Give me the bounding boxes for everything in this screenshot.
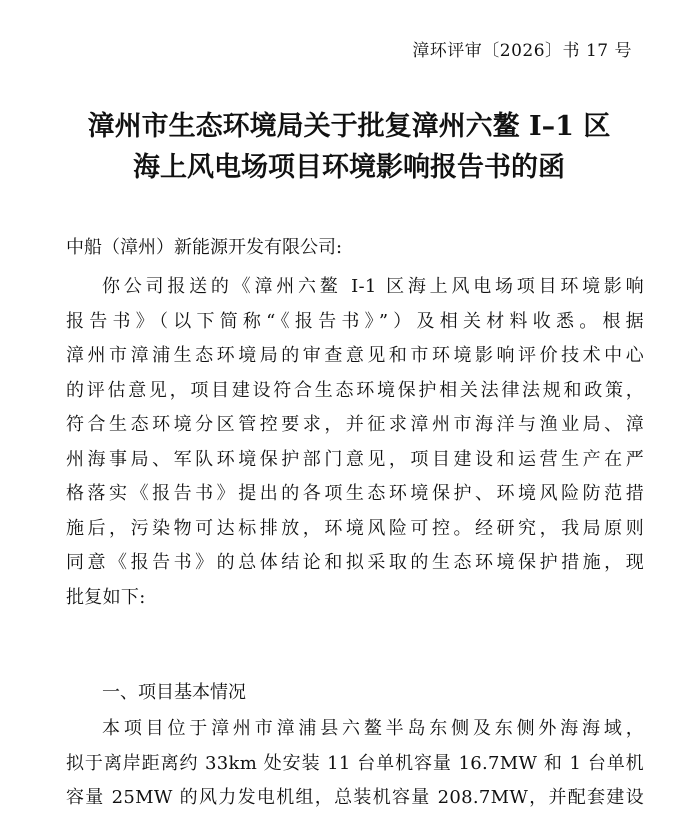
document-title — [40, 106, 658, 188]
section-heading-1: 一、项目基本情况 — [102, 682, 246, 703]
paragraph-1-line: 报告书》（以下简称“《报告书》”）及相关材料收悉。根据 — [66, 310, 644, 332]
salutation: 中船（漳州）新能源开发有限公司: — [66, 237, 343, 258]
paragraph-2-line: 容量 25MW 的风力发电机组，总装机容量 208.7MW，并配套建设 — [66, 787, 644, 808]
paragraph-1-line: 的评估意见，项目建设符合生态环境保护相关法律法规和政策， — [66, 379, 644, 401]
paragraph-1 — [66, 270, 644, 615]
paragraph-1-line: 批复如下: — [66, 586, 146, 608]
document-number: 漳环评审〔2026〕书 17 号 — [412, 41, 632, 61]
paragraph-1-line: 格落实《报告书》提出的各项生态环境保护、环境风险防范措 — [66, 483, 644, 504]
paragraph-1-line: 符合生态环境分区管控要求，并征求漳州市海洋与渔业局、漳 — [66, 414, 644, 435]
paragraph-1-line: 州海事局、军队环境保护部门意见，项目建设和运营生产在严 — [66, 448, 644, 470]
paragraph-1-line: 你公司报送的《漳州六鳌 I-1 区海上风电场项目环境影响 — [102, 276, 644, 297]
paragraph-2-line: 拟于离岸距离约 33km 处安装 11 台单机容量 16.7MW 和 1 台单机 — [66, 752, 644, 774]
paragraph-1-line: 漳州市漳浦生态环境局的审查意见和市环境影响评价技术中心 — [66, 345, 644, 366]
paragraph-2-line: 本项目位于漳州市漳浦县六鳌半岛东侧及东侧外海海域， — [102, 718, 644, 739]
paragraph-1-line: 施后，污染物可达标排放，环境风险可控。经研究，我局原则 — [66, 517, 644, 539]
title-line-1: 漳州市生态环境局关于批复漳州六鳌 I–1 区 — [87, 111, 611, 142]
paragraph-1-line: 同意《报告书》的总体结论和拟采取的生态环境保护措施，现 — [66, 552, 644, 573]
paragraph-2 — [66, 712, 644, 816]
title-line-2: 海上风电场项目环境影响报告书的函 — [133, 152, 565, 183]
